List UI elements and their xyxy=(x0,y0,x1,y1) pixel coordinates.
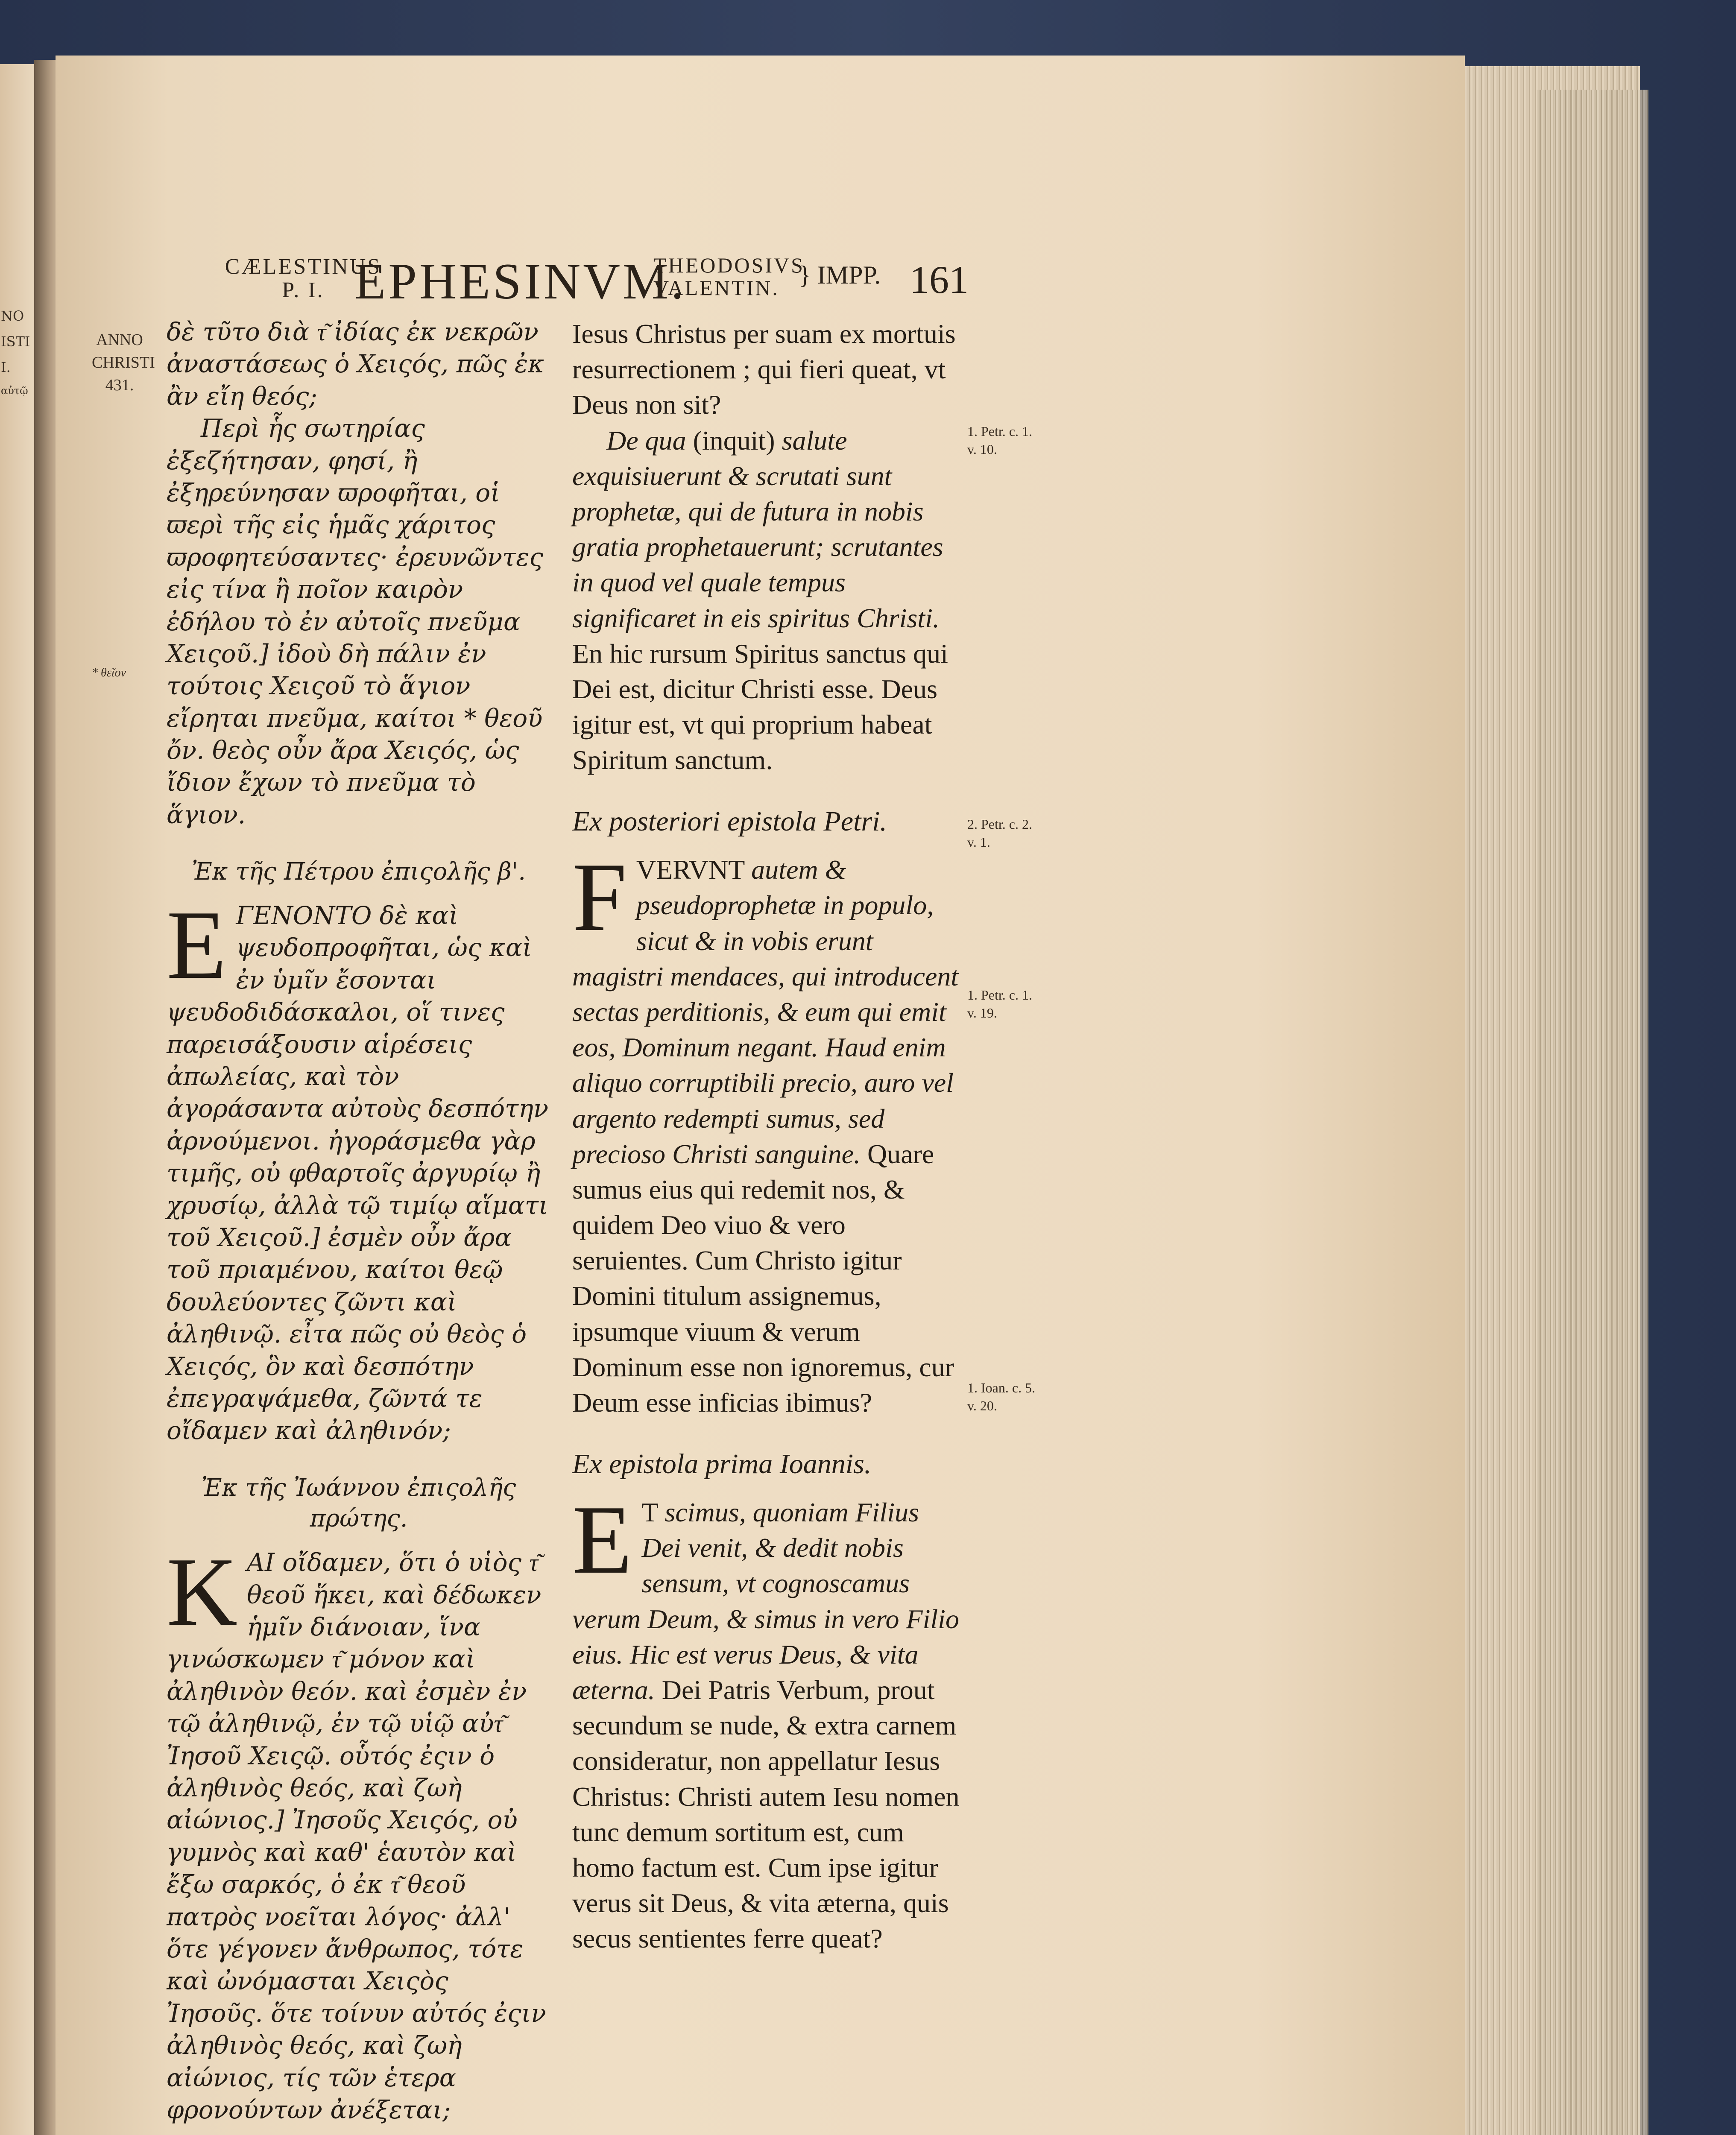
previous-page-fragment: ISTI xyxy=(1,333,30,350)
margin-asterisk-note: * θεῖον xyxy=(92,666,126,679)
previous-page-fragment: I. xyxy=(1,359,11,375)
previous-page-fragment: αὐτῷ xyxy=(1,385,28,397)
page-stack-edge-outer xyxy=(1537,90,1648,2135)
latin-section-heading: Ex epistola prima Ioannis. xyxy=(572,1448,872,1480)
drop-cap: E xyxy=(572,1485,632,1594)
running-head xyxy=(201,248,995,316)
page-number: 161 xyxy=(910,258,969,301)
greek-paragraph: EΓΕΝΟΝΤΟ δὲ καὶ ψευδοπροφῆται, ὡς καὶ ἐν ὑμῖν ἔσονται ψευδοδιδάσκαλοι, οἵ τινες παρεισάξουσιν αἱρέσεις ἀπωλείας, καὶ τὸν ἀγοράσαντα αὐτοὺς δεσπότην ἀρνούμενοι. ἠγοράσμεθα γὰρ τιμῆς, οὐ φθαρτοῖς ἀργυρίῳ ἢ χρυσίῳ, ἀλλὰ τῷ τιμίῳ αἵματι τοῦ Χειςοῦ.] ἐσμὲν οὖν ἄρα τοῦ πριαμένου, καίτοι θεῷ δουλεύοντες ζῶντι καὶ ἀληθινῷ. εἶτα πῶς οὐ θεὸς ὁ Χειςός, ὃν καὶ δεσπότην ἐπεγραψάμεθα, ζῶντά τε οἴδαμεν καὶ ἀληθινόν; xyxy=(167,890,549,1445)
drop-cap: K xyxy=(167,1537,238,1647)
greek-section-heading: Ἐκ τῆς Πέτρου ἐπιςολῆς β'. xyxy=(191,858,526,886)
greek-paragraph: KΑΙ οἴδαμεν, ὅτι ὁ υἱὸς τ͂ θεοῦ ἥκει, καὶ δέδωκεν ἡμῖν διάνοιαν, ἵνα γινώσκωμεν τ͂ μόνον καὶ ἀληθινὸν θεόν. καὶ ἐσμὲν ἐν τῷ ἀληθινῷ, ἐν τῷ υἱῷ αὐτ͂ Ἰησοῦ Χειςῷ. οὗτός ἐςιν ὁ ἀληθινὸς θεός, καὶ ζωὴ αἰώνιος.] Ἰησοῦς Χειςός, οὐ γυμνὸς καὶ καθ' ἑαυτὸν καὶ ἔξω σαρκός, ὁ ἐκ τ͂ θεοῦ πατρὸς νοεῖται λόγος· ἀλλ' ὅτε γέγονεν ἄνθρωπος, τότε καὶ ὠνόμασται Χειςὸς Ἰησοῦς. ὅτε τοίνυν αὐτός ἐςιν ἀληθινὸς θεός, καὶ ζωὴ αἰώνιος, τίς τῶν ἑτερα φρονούντων ἀνέξεται; xyxy=(167,1537,546,2124)
running-head-title: EPHESINVM. xyxy=(354,253,686,310)
greek-paragraph: Περὶ ἧς σωτηρίας ἐξεζήτησαν, φησί, ἢ ἐξηρεύνησαν ϖροφῆται, οἱ ϖερὶ τῆς εἰς ἡμᾶς χάριτος ϖροφητεύσαντες· ἐρευνῶντες εἰς τίνα ἢ ποῖον καιρὸν ἐδήλου τὸ ἐν αὐτοῖς πνεῦμα Χειςοῦ.] ἰδοὺ δὴ πάλιν ἐν τούτοις Χειςοῦ τὸ ἅγιον εἴρηται πνεῦμα, καίτοι * θεοῦ ὄν. θεὸς οὖν ἄρα Χειςός, ὡς ἴδιον ἔχων τὸ πνεῦμα τὸ ἅγιον. xyxy=(167,414,543,829)
previous-page-fragment: NO xyxy=(1,308,24,324)
latin-paragraph: E T scimus, quoniam Filius Dei venit, & dedit nobis sensum, vt cognoscamus verum Deum, & simus in vero Filio eius. Hic est verus Deus, & vita æterna. Dei Patris Verbum, prout secundum se nude, & extra carnem consideratur, non appellatur Iesus Christus: Christi autem Iesu nomen tunc demum sortitum est, cum homo factum est. Cum ipse igitur verus sit Deus, & vita æterna, quis secus sentientes ferre queat? xyxy=(572,1485,960,1954)
greek-paragraph: δὲ τῦτο διὰ τ͂ ἰδίας ἐκ νεκρῶν ἀναστάσεως ὁ Χειςός, πῶς ἐκ ἂν εἴη θεός; xyxy=(167,317,545,411)
running-head-impp: } IMPP. xyxy=(799,261,881,289)
running-head-left: CÆLESTINUS P. I. xyxy=(225,254,382,302)
greek-section-heading: Ἐκ τῆς Ἰωάννου ἐπιςολῆς πρώτης. xyxy=(201,1474,516,1533)
latin-paragraph: De qua (inquit) salute exquisiuerunt & scrutati sunt prophetæ, qui de futura in nobis gratia prophetauerunt; scrutantes in quod vel quale tempus significaret in eis spiritus Christi. En hic rursum Spiritus sanctus qui Dei est, dicitur Christi esse. Deus igitur est, vt qui proprium habeat Spiritum sanctum. xyxy=(572,425,948,775)
margin-year-note: ANNO CHRISTI 431. xyxy=(92,331,155,395)
latin-paragraph: Iesus Christus per suam ex mortuis resurrectionem ; qui fieri queat, vt Deus non sit? xyxy=(572,319,956,420)
greek-column xyxy=(167,316,551,2126)
latin-paragraph: FVERVNT autem & pseudoprophetæ in populo, sicut & in vobis erunt magistri mendaces, qui introducent sectas perditionis, & eum qui emit eos, Dominum negant. Haud enim aliquo corruptibili precio, auro vel argento redempti sumus, sed precioso Christi sanguine. Quare sumus eius qui redemit nos, & quidem Deo viuo & vero seruientes. Cum Christo igitur Domini titulum assignemus, ipsumque viuum & verum Dominum esse non ignoremus, cur Deum esse inficias ibimus? xyxy=(572,842,959,1418)
scripture-reference: 1. Ioan. c. 5. v. 20. xyxy=(967,1380,1036,1413)
drop-cap: E xyxy=(167,890,227,1000)
scripture-reference: 2. Petr. c. 2. v. 1. xyxy=(967,816,1032,850)
scripture-reference: 1. Petr. c. 1. v. 19. xyxy=(967,987,1032,1021)
scripture-reference: 1. Petr. c. 1. v. 10. xyxy=(967,424,1032,457)
latin-section-heading: Ex posteriori epistola Petri. xyxy=(572,806,887,837)
drop-cap: F xyxy=(572,842,627,952)
latin-column xyxy=(572,316,961,1956)
running-head-right: THEODOSIVS VALENTIN. xyxy=(653,253,805,300)
